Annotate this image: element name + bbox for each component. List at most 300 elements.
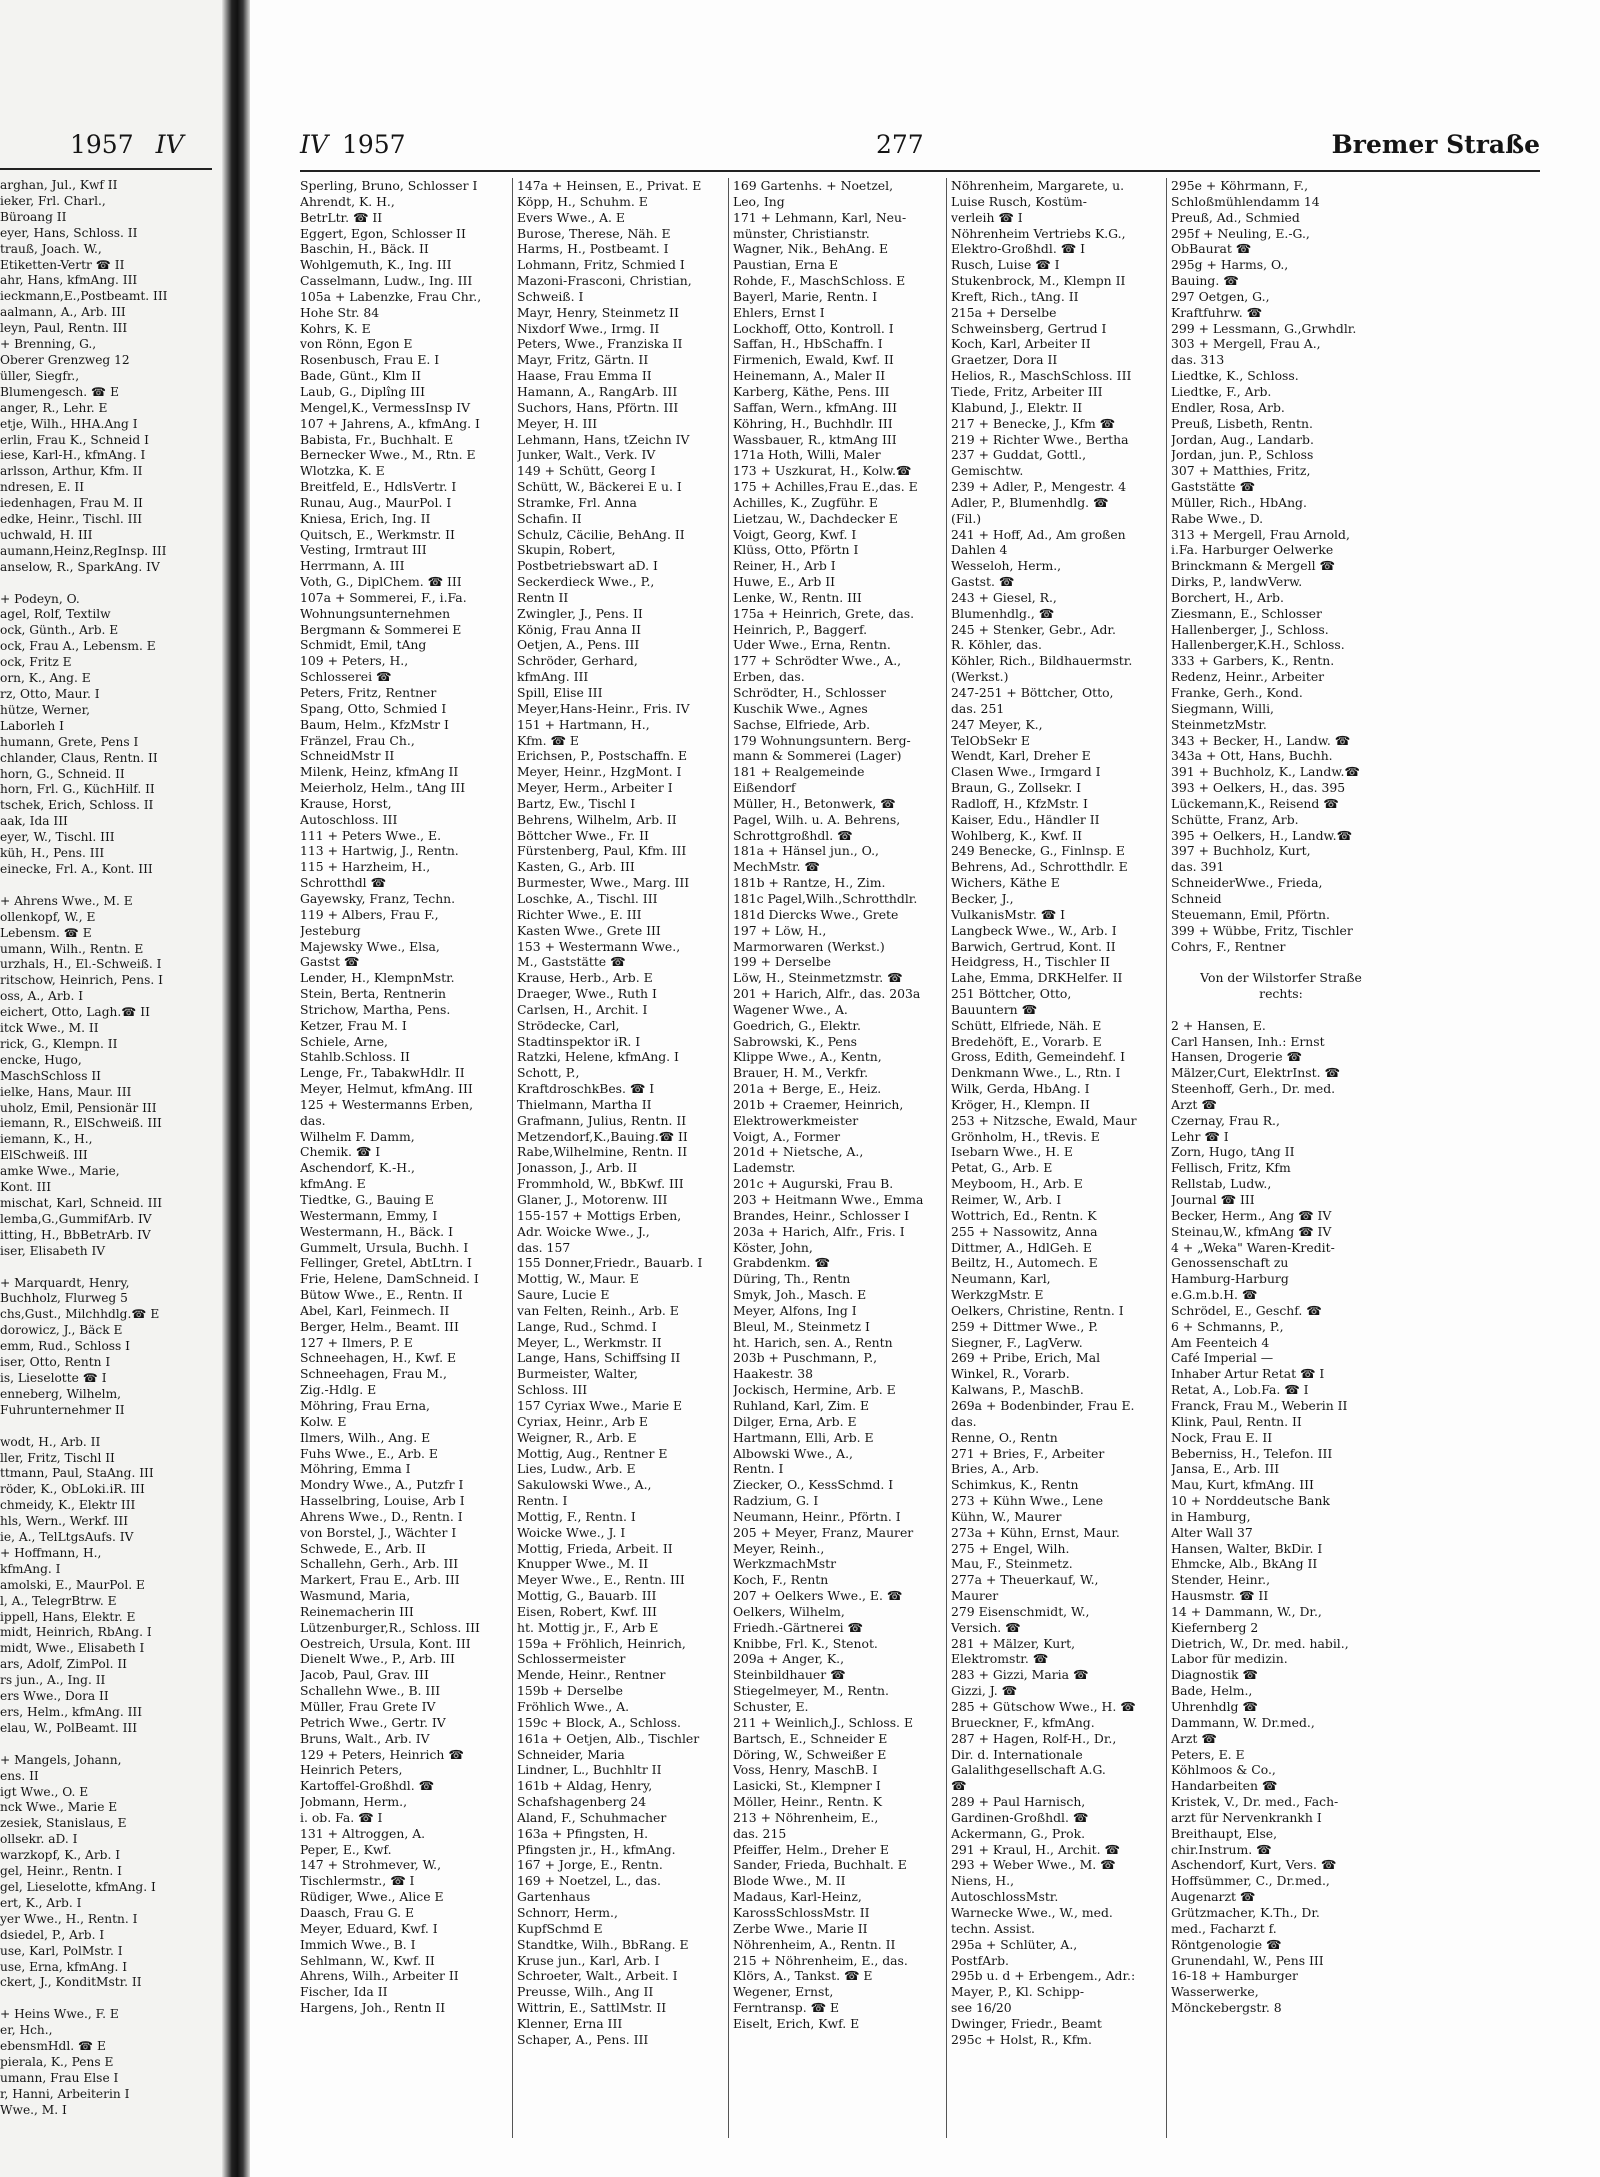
directory-entry: Sehlmann, W., Kwf. II xyxy=(300,1952,435,1968)
directory-entry: Dwinger, Friedr., Beamt xyxy=(951,2015,1102,2031)
directory-entry: Meyboom, H., Arb. E xyxy=(951,1176,1083,1192)
directory-entry: + Ahrens Wwe., M. E xyxy=(0,893,133,908)
directory-entry: 175 + Achilles,Frau E.,das. E xyxy=(733,479,918,495)
directory-entry: 173 + Uszkurat, H., Kolw.☎ xyxy=(733,463,912,479)
directory-entry: Wohlberg, K., Kwf. II xyxy=(951,827,1083,843)
directory-entry: Ruhland, Karl, Zim. E xyxy=(733,1397,870,1413)
directory-entry: Huwe, E., Arb II xyxy=(733,574,835,590)
directory-entry: Dietrich, W., Dr. med. habil., xyxy=(1171,1635,1349,1651)
directory-entry: Jockisch, Hermine, Arb. E xyxy=(733,1382,896,1398)
directory-entry: ahr, Hans, kfmAng. III xyxy=(0,273,138,288)
directory-entry: Petat, G., Arb. E xyxy=(951,1160,1053,1176)
directory-entry: Sander, Frieda, Buchhalt. E xyxy=(733,1857,907,1873)
directory-entry: Löw, H., Steinmetzmstr. ☎ xyxy=(733,970,903,986)
directory-entry: Handarbeiten ☎ xyxy=(1171,1778,1278,1794)
directory-entry: iemann, R., ElSchweiß. III xyxy=(0,1116,162,1131)
directory-entry: Mottig, G., Bauarb. III xyxy=(517,1588,657,1604)
directory-entry: Westermann, H., Bäck. I xyxy=(300,1223,453,1239)
directory-entry: 203b + Puschmann, P., xyxy=(733,1350,878,1366)
directory-entry: encke, Hugo, xyxy=(0,1052,82,1067)
directory-entry: Adler, P., Blumenhdlg. ☎ xyxy=(951,494,1109,510)
street-name: Bremer Straße xyxy=(1331,130,1540,159)
directory-entry: Eisen, Robert, Kwf. III xyxy=(517,1603,657,1619)
directory-entry: Brinckmann & Mergell ☎ xyxy=(1171,558,1335,574)
directory-entry: Fellinger, Gretel, AbtLtrn. I xyxy=(300,1255,472,1271)
directory-entry: Lange, Hans, Schiffsing II xyxy=(517,1350,681,1366)
directory-entry: ndresen, E. II xyxy=(0,480,85,495)
directory-entry: Burose, Therese, Näh. E xyxy=(517,225,671,241)
directory-entry: Café Imperial — xyxy=(1171,1350,1274,1366)
directory-entry: Schweiß. I xyxy=(517,288,584,304)
directory-entry: Gemischtw. xyxy=(951,463,1024,479)
directory-entry: Glaner, J., Motorenw. III xyxy=(517,1192,668,1207)
directory-entry: Hartmann, Elli, Arb. E xyxy=(733,1429,874,1445)
directory-entry: arghan, Jul., Kwf II xyxy=(0,178,118,192)
directory-entry: 6 + Schmanns, P., xyxy=(1171,1318,1284,1334)
directory-entry: Friedh.-Gärtnerei ☎ xyxy=(733,1619,863,1635)
directory-entry: Am Feenteich 4 xyxy=(1171,1334,1270,1350)
directory-entry: Hamburg-Harburg xyxy=(1171,1271,1289,1287)
directory-entry: wodt, H., Arb. II xyxy=(0,1434,101,1449)
directory-entry: 203 + Heitmann Wwe., Emma xyxy=(733,1192,924,1207)
directory-entry: chmeidy, K., Elektr III xyxy=(0,1498,136,1513)
directory-entry: 333 + Garbers, K., Rentn. xyxy=(1171,653,1335,669)
directory-entry: Franck, Frau M., Weberin II xyxy=(1171,1397,1348,1413)
directory-entry: MaschSchloss II xyxy=(0,1068,101,1083)
directory-entry: 249 Benecke, G., Finlnsp. E xyxy=(951,843,1125,859)
directory-entry: 271 + Bries, F., Arbeiter xyxy=(951,1445,1105,1461)
directory-entry: Schafin. II xyxy=(517,510,582,526)
directory-entry: eyer, Hans, Schloss. II xyxy=(0,225,138,240)
directory-entry: ht. Mottig jr., F., Arb E xyxy=(517,1619,659,1635)
directory-entry: 295e + Köhrmann, F., xyxy=(1171,178,1309,193)
directory-entry: Sperling, Bruno, Schlosser I xyxy=(300,178,478,193)
directory-entry: Harms, H., Postbeamt. I xyxy=(517,241,669,257)
directory-entry: itting, H., BbBetrArb. IV xyxy=(0,1227,151,1242)
directory-entry: KraftdroschkBes. ☎ I xyxy=(517,1081,655,1097)
directory-entry: kfmAng. III xyxy=(517,669,589,685)
directory-entry: 395 + Oelkers, H., Landw.☎ xyxy=(1171,827,1353,843)
directory-entry: Steenhoff, Gerh., Dr. med. xyxy=(1171,1081,1336,1097)
directory-entry: 125 + Westermanns Erben, xyxy=(300,1096,474,1112)
directory-entry: arzt für Nervenkrankh I xyxy=(1171,1809,1322,1825)
directory-entry: kfmAng. I xyxy=(0,1561,61,1576)
directory-entry: Mottig, W., Maur. E xyxy=(517,1271,639,1287)
directory-entry: Karberg, Käthe, Pens. III xyxy=(733,383,890,399)
directory-entry: Schrödter, H., Schlosser xyxy=(733,685,886,700)
directory-entry: Meyer, Eduard, Kwf. I xyxy=(300,1920,438,1936)
directory-entry: Rabe Wwe., D. xyxy=(1171,510,1264,526)
directory-entry: Denkmann Wwe., L., Rtn. I xyxy=(951,1065,1121,1081)
directory-entry: Etiketten-Vertr ☎ II xyxy=(0,257,125,272)
directory-entry: Aschendorf, Kurt, Vers. ☎ xyxy=(1171,1857,1337,1873)
header-left xyxy=(300,130,406,159)
directory-entry: Wassbauer, R., ktmAng III xyxy=(733,431,897,447)
directory-entry: Hallenberger, J., Schloss. xyxy=(1171,621,1329,637)
directory-entry: ock, Günth., Arb. E xyxy=(0,623,119,638)
directory-entry: humann, Grete, Pens I xyxy=(0,734,139,749)
directory-entry: Steinau,W., kfmAng ☎ IV xyxy=(1171,1223,1332,1239)
directory-entry: Autoschloss. III xyxy=(300,811,398,827)
directory-entry: 295f + Neuling, E.-G., xyxy=(1171,225,1310,241)
directory-entry: üller, Siegfr., xyxy=(0,368,80,383)
directory-entry: Versich. ☎ xyxy=(951,1619,1021,1635)
directory-entry: Schroeter, Walt., Arbeit. I xyxy=(517,1968,678,1984)
directory-entry: Luise Rusch, Kostüm- xyxy=(951,193,1087,209)
directory-entry: Goedrich, G., Elektr. xyxy=(733,1017,861,1033)
directory-entry xyxy=(0,1419,214,1435)
directory-entry: Ahrendt, K. H., xyxy=(300,193,395,209)
directory-entry xyxy=(0,1991,214,2007)
directory-entry: amke Wwe., Marie, xyxy=(0,1164,120,1179)
directory-entry: Sachse, Elfriede, Arb. xyxy=(733,716,871,732)
directory-entry: Voigt, A., Former xyxy=(733,1128,841,1144)
directory-entry: Lasicki, St., Klempner I xyxy=(733,1778,881,1794)
directory-entry: Fürstenberg, Paul, Kfm. III xyxy=(517,843,687,859)
directory-entry: Meyer,Hans-Heinr., Fris. IV xyxy=(517,700,690,716)
directory-entry: zesiek, Stanislaus, E xyxy=(0,1816,127,1831)
directory-entry: 303 + Mergell, Frau A., xyxy=(1171,336,1321,352)
directory-entry: 161a + Oetjen, Alb., Tischler xyxy=(517,1730,700,1746)
directory-entry: Rusch, Luise ☎ I xyxy=(951,257,1060,273)
directory-entry: 343a + Ott, Hans, Buchh. xyxy=(1171,748,1333,764)
directory-entry: 293 + Weber Wwe., M. ☎ xyxy=(951,1857,1116,1873)
header-volume: IV xyxy=(300,130,328,159)
directory-entry: Kristek, V., Dr. med., Fach- xyxy=(1171,1794,1339,1810)
directory-entry: i. ob. Fa. ☎ I xyxy=(300,1809,383,1825)
directory-entry: Langbeck Wwe., W., Arb. I xyxy=(951,922,1117,938)
directory-entry: Thielmann, Martha II xyxy=(517,1096,652,1112)
directory-entry: Möhring, Frau Erna, xyxy=(300,1397,430,1413)
directory-entry: Dirks, P., landwVerw. xyxy=(1171,574,1303,590)
directory-entry: Hoffsümmer, C., Dr.med., xyxy=(1171,1873,1330,1889)
directory-entry: Laborleh I xyxy=(0,718,64,733)
directory-entry: 201c + Augurski, Frau B. xyxy=(733,1176,894,1192)
directory-entry: Jobmann, Herm., xyxy=(300,1794,408,1810)
directory-entry: Barwich, Gertrud, Kont. II xyxy=(951,938,1116,954)
directory-entry xyxy=(1171,954,1391,970)
directory-entry: Bernecker Wwe., M., Rtn. E xyxy=(300,447,476,463)
directory-entry: Meyer, L., Werkmstr. II xyxy=(517,1334,662,1350)
directory-entry: 201a + Berge, E., Heiz. xyxy=(733,1081,882,1097)
directory-entry: Wasserwerke, xyxy=(1171,1984,1259,2000)
directory-entry: Mau, Kurt, kfmAng. III xyxy=(1171,1477,1314,1493)
directory-entry: Rüdiger, Wwe., Alice E xyxy=(300,1889,444,1905)
directory-entry: KarossSchlossMstr. II xyxy=(733,1904,870,1920)
directory-entry: Neumann, Heinr., Pförtn. I xyxy=(733,1508,901,1524)
directory-entry: das. xyxy=(951,1413,977,1429)
directory-entry: Peper, E., Kwf. xyxy=(300,1841,392,1857)
directory-entry: von Borstel, J., Wächter I xyxy=(300,1524,457,1540)
directory-entry: Frommhold, W., BbKwf. III xyxy=(517,1176,684,1192)
directory-entry: röder, K., ObLoki.iR. III xyxy=(0,1482,145,1497)
directory-entry: Zig.-Hdlg. E xyxy=(300,1382,377,1398)
directory-entry: (Werkst.) xyxy=(951,669,1009,685)
directory-column-1 xyxy=(300,178,506,2138)
directory-entry: Ketzer, Frau M. I xyxy=(300,1017,407,1033)
directory-entry: Wagner, Nik., BehAng. E xyxy=(733,241,889,257)
directory-entry: Elektro-Großhdl. ☎ I xyxy=(951,241,1085,257)
directory-entry: 209a + Anger, K., xyxy=(733,1651,845,1667)
directory-entry: 201b + Craemer, Heinrich, xyxy=(733,1096,904,1112)
directory-entry: 343 + Becker, H., Landw. ☎ xyxy=(1171,732,1351,748)
directory-entry: 273 + Kühn Wwe., Lene xyxy=(951,1493,1104,1509)
directory-entry: Klenner, Erna III xyxy=(517,2015,623,2031)
directory-entry: Augenarzt ☎ xyxy=(1171,1889,1256,1905)
directory-entry: Abel, Karl, Feinmech. II xyxy=(300,1302,450,1318)
directory-entry: Schneehagen, H., Kwf. E xyxy=(300,1350,457,1366)
directory-entry: Reinemacherin III xyxy=(300,1603,414,1619)
directory-entry: rick, G., Klempn. II xyxy=(0,1036,118,1051)
directory-entry: Steinbildhauer ☎ xyxy=(733,1667,846,1683)
directory-entry: Zorn, Hugo, tAng II xyxy=(1171,1144,1295,1160)
directory-entry: iemann, K., H., xyxy=(0,1132,93,1147)
directory-entry: Blode Wwe., M. II xyxy=(733,1873,846,1889)
directory-entry: ht. Harich, sen. A., Rentn xyxy=(733,1334,893,1350)
directory-entry: Krause, Horst, xyxy=(300,795,392,811)
directory-entry: 277a + Theuerkauf, W., xyxy=(951,1572,1099,1588)
directory-entry: 111 + Peters Wwe., E. xyxy=(300,827,442,843)
directory-entry: see 16/20 xyxy=(951,2000,1012,2016)
directory-entry: Lietzau, W., Dachdecker E xyxy=(733,510,898,526)
directory-entry: 181 + Realgemeinde xyxy=(733,764,865,780)
directory-entry: anselow, R., SparkAng. IV xyxy=(0,559,160,574)
directory-entry: Aschendorf, K.-H., xyxy=(300,1160,415,1176)
directory-entry: Neumann, Karl, xyxy=(951,1271,1051,1287)
directory-entry: (Fil.) xyxy=(951,510,982,526)
directory-entry: Lehr ☎ I xyxy=(1171,1128,1229,1144)
directory-entry: Peters, E. E xyxy=(1171,1746,1245,1762)
directory-entry: 177 + Schrödter Wwe., A., xyxy=(733,653,902,669)
directory-entry: Schafshagenberg 24 xyxy=(517,1794,647,1810)
directory-entry: Schrödel, E., Geschf. ☎ xyxy=(1171,1302,1322,1318)
directory-entry: Inhaber Artur Retat ☎ I xyxy=(1171,1366,1325,1382)
directory-entry: Brandes, Heinr., Schlosser I xyxy=(733,1207,909,1223)
directory-entry: e.G.m.b.H. ☎ xyxy=(1171,1287,1258,1303)
directory-entry: Diagnostik ☎ xyxy=(1171,1667,1258,1683)
directory-entry: 287 + Hagen, Rolf-H., Dr., xyxy=(951,1730,1117,1746)
book-gutter xyxy=(222,0,250,2177)
directory-entry: Klabund, J., Elektr. II xyxy=(951,399,1083,415)
directory-entry: Mottig, Frieda, Arbeit. II xyxy=(517,1540,673,1556)
directory-entry: Wittrin, E., SattlMstr. II xyxy=(517,2000,667,2016)
directory-entry: Grunendahl, W., Pens III xyxy=(1171,1952,1324,1968)
directory-entry: Stein, Berta, Rentnerin xyxy=(300,986,447,1002)
directory-entry: Wohlgemuth, K., Ing. III xyxy=(300,257,452,273)
directory-entry: 203a + Harich, Alfr., Fris. I xyxy=(733,1223,905,1239)
directory-entry: 181b + Rantze, H., Zim. xyxy=(733,875,886,891)
directory-entry: 107 + Jahrens, A., kfmAng. I xyxy=(300,415,480,431)
directory-entry: Kaiser, Edu., Händler II xyxy=(951,811,1100,827)
directory-entry: Helios, R., MaschSchloss. III xyxy=(951,368,1132,384)
directory-entry: Petrich Wwe., Gertr. IV xyxy=(300,1714,446,1730)
directory-entry: Siegner, F., LagVerw. xyxy=(951,1334,1083,1350)
directory-entry: 171a Hoth, Willi, Maler xyxy=(733,447,881,463)
directory-entry: gel, Heinr., Rentn. I xyxy=(0,1864,122,1879)
directory-entry: 241 + Hoff, Ad., Am großen xyxy=(951,526,1126,542)
directory-entry: 245 + Stenker, Gebr., Adr. xyxy=(951,621,1116,637)
directory-entry: Niens, H., xyxy=(951,1873,1015,1889)
directory-entry: Preuß, Lisbeth, Rentn. xyxy=(1171,415,1313,431)
directory-entry: 105a + Labenzke, Frau Chr., xyxy=(300,288,482,304)
directory-entry: Schmidt, Emil, tAng xyxy=(300,637,427,653)
directory-entry: 307 + Matthies, Fritz, xyxy=(1171,463,1311,479)
directory-entry: Lenge, Fr., TabakwHdlr. II xyxy=(300,1065,465,1081)
directory-entry: Wichers, Käthe E xyxy=(951,875,1060,891)
directory-entry: Kohrs, K. E xyxy=(300,320,371,336)
directory-entry: Sakulowski Wwe., A., xyxy=(517,1477,652,1493)
directory-entry: pierala, K., Pens E xyxy=(0,2054,114,2069)
directory-entry: Klippe Wwe., A., Kentn, xyxy=(733,1049,882,1065)
directory-entry: midt, Wwe., Elisabeth I xyxy=(0,1641,145,1656)
directory-entry: in Hamburg, xyxy=(1171,1508,1251,1524)
directory-entry: dorowicz, J., Bäck E xyxy=(0,1323,123,1338)
directory-entry: Köhler, Rich., Bildhauermstr. xyxy=(951,653,1133,669)
directory-entry: Bartz, Ew., Tischl I xyxy=(517,795,636,811)
directory-entry: R. Köhler, das. xyxy=(951,637,1042,653)
directory-entry: + Podeyn, O. xyxy=(0,591,80,606)
directory-entry: Voigt, Georg, Kwf. I xyxy=(733,526,857,542)
left-page-entries xyxy=(0,178,214,2119)
directory-entry: Mönckebergstr. 8 xyxy=(1171,2000,1282,2016)
directory-entry: Köhlmoos & Co., xyxy=(1171,1762,1276,1778)
directory-entry: Heinrich, P., Baggerf. xyxy=(733,621,868,637)
directory-entry: Schneider, Maria xyxy=(517,1746,625,1762)
directory-entry: Blumenhdlg., ☎ xyxy=(951,605,1055,621)
directory-entry: Knibbe, Frl. K., Stenot. xyxy=(733,1635,878,1651)
directory-entry: Breithaupt, Else, xyxy=(1171,1825,1278,1841)
directory-entry: Röntgenologie ☎ xyxy=(1171,1936,1282,1952)
directory-entry: Ratzki, Helene, kfmAng. I xyxy=(517,1049,679,1065)
directory-entry: uchwald, H. III xyxy=(0,527,93,542)
directory-entry: Gartenhaus xyxy=(517,1889,591,1905)
directory-entry: Nöhrenheim Vertriebs K.G., xyxy=(951,225,1126,241)
directory-entry: Schneehagen, Frau M., xyxy=(300,1366,447,1382)
directory-entry: Müller, Frau Grete IV xyxy=(300,1699,436,1714)
directory-entry: Hasselbring, Louise, Arb I xyxy=(300,1493,465,1509)
directory-entry: ers, Helm., kfmAng. III xyxy=(0,1705,143,1719)
directory-entry: 313 + Mergell, Frau Arnold, xyxy=(1171,526,1350,542)
directory-entry: Ferntransp. ☎ E xyxy=(733,2000,840,2016)
directory-entry: techn. Assist. xyxy=(951,1920,1035,1936)
directory-entry: 215a + Derselbe xyxy=(951,304,1057,320)
directory-entry: Gizzi, J. ☎ xyxy=(951,1683,1018,1699)
directory-entry: Schott, P., xyxy=(517,1065,580,1081)
directory-entry: Labor für medizin. xyxy=(1171,1651,1288,1667)
directory-entry: rechts: xyxy=(1259,986,1303,1002)
directory-entry: 169 Gartenhs. + Noetzel, xyxy=(733,178,894,193)
directory-entry: Saffan, H., HbSchaffn. I xyxy=(733,336,883,352)
directory-entry: enneberg, Wilhelm, xyxy=(0,1386,122,1401)
directory-entry: Burmeister, Walter, xyxy=(517,1366,638,1382)
directory-entry: Carl Hansen, Inh.: Ernst xyxy=(1171,1033,1325,1049)
directory-entry: von Rönn, Egon E xyxy=(300,336,413,352)
directory-entry: horn, Frl. G., KüchHilf. II xyxy=(0,782,155,797)
directory-entry: Westermann, Emmy, I xyxy=(300,1207,438,1223)
directory-entry: Mayr, Fritz, Gärtn. II xyxy=(517,352,649,368)
directory-entry: 295g + Harms, O., xyxy=(1171,257,1289,273)
directory-entry: Köpp, H., Schuhm. E xyxy=(517,193,648,209)
directory-entry: Ziesmann, E., Schlosser xyxy=(1171,605,1322,621)
directory-entry: 147a + Heinsen, E., Privat. E xyxy=(517,178,702,193)
directory-entry: 151 + Hartmann, H., xyxy=(517,716,650,732)
directory-entry: Wilk, Gerda, HbAng. I xyxy=(951,1081,1090,1097)
directory-entry: mann & Sommerei (Lager) xyxy=(733,748,902,764)
directory-entry: Mondry Wwe., A., Putzfr I xyxy=(300,1477,464,1493)
directory-entry: Rohde, F., MaschSchloss. E xyxy=(733,273,906,289)
directory-entry: ollsekr. aD. I xyxy=(0,1832,78,1847)
directory-entry: Kasten Wwe., Grete III xyxy=(517,922,661,938)
directory-entry: 131 + Altroggen, A. xyxy=(300,1825,426,1841)
directory-entry: Hansen, Drogerie ☎ xyxy=(1171,1049,1302,1065)
directory-entry: hütze, Werner, xyxy=(0,702,90,717)
directory-entry: Behrens, Ad., Schrotthdlr. E xyxy=(951,859,1128,875)
directory-entry: Dir. d. Internationale xyxy=(951,1746,1083,1762)
directory-entry: Behrens, Wilhelm, Arb. II xyxy=(517,811,677,827)
directory-entry: Nöhrenheim, Margarete, u. xyxy=(951,178,1125,193)
directory-entry: Kartoffel-Großhdl. ☎ xyxy=(300,1778,435,1794)
directory-entry: M., Gaststätte ☎ xyxy=(517,954,626,970)
directory-entry: Pfingsten jr., H., kfmAng. xyxy=(517,1841,676,1857)
directory-entry: Meyer, Herm., Arbeiter I xyxy=(517,780,673,796)
directory-entry: Pagel, Wilh. u. A. Behrens, xyxy=(733,811,901,827)
directory-entry: Endler, Rosa, Arb. xyxy=(1171,399,1285,415)
directory-entry: Lademstr. xyxy=(733,1160,796,1176)
directory-entry: SteinmetzMstr. xyxy=(1171,716,1267,732)
directory-entry: Genossenschaft zu xyxy=(1171,1255,1289,1271)
directory-entry: agel, Rolf, Textilw xyxy=(0,607,111,622)
directory-entry: 149 + Schütt, Georg I xyxy=(517,463,656,479)
directory-entry: Schröder, Gerhard, xyxy=(517,653,638,669)
directory-entry: 157 Cyriax Wwe., Marie E xyxy=(517,1397,683,1413)
directory-entry: 399 + Wübbe, Fritz, Tischler xyxy=(1171,922,1353,938)
directory-entry: amolski, E., MaurPol. E xyxy=(0,1577,145,1592)
directory-entry: Wagener Wwe., A. xyxy=(733,1001,848,1017)
directory-entry: 109 + Peters, H., xyxy=(300,653,409,669)
directory-entry: urzhals, H., El.-Schweiß. I xyxy=(0,957,162,972)
directory-entry: Bleul, M., Steinmetz I xyxy=(733,1318,870,1334)
directory-entry: Liedtke, F., Arb. xyxy=(1171,383,1272,399)
directory-entry: Siegmann, Willi, xyxy=(1171,700,1274,716)
directory-entry: Dilger, Erna, Arb. E xyxy=(733,1413,857,1429)
directory-entry: Koch, F., Rentn xyxy=(733,1572,829,1588)
directory-entry: Kiefernberg 2 xyxy=(1171,1619,1259,1635)
directory-entry: Meyer, Helmut, kfmAng. III xyxy=(300,1081,473,1097)
directory-entry: Haase, Frau Emma II xyxy=(517,368,652,384)
directory-entry: Stramke, Frl. Anna xyxy=(517,494,637,510)
directory-entry: Schrotthdl ☎ xyxy=(300,875,386,891)
directory-entry: 239 + Adler, P., Mengestr. 4 xyxy=(951,479,1127,495)
directory-entry: 285 + Gütschow Wwe., H. ☎ xyxy=(951,1699,1136,1714)
directory-entry: Jordan, Aug., Landarb. xyxy=(1171,431,1314,447)
directory-entry xyxy=(0,1260,214,1276)
directory-entry: 243 + Giesel, R., xyxy=(951,589,1057,605)
directory-entry: rs jun., A., Ing. II xyxy=(0,1673,106,1688)
directory-entry: 161b + Aldag, Henry, xyxy=(517,1778,653,1794)
left-page-year: 1957 xyxy=(70,130,134,159)
directory-entry: Skupin, Robert, xyxy=(517,542,616,558)
directory-entry: l, A., TelegrBtrw. E xyxy=(0,1593,117,1608)
directory-entry: ielke, Hans, Maur. III xyxy=(0,1084,132,1099)
directory-entry: Dahlen 4 xyxy=(951,542,1008,558)
directory-entry: Kruse jun., Karl, Arb. I xyxy=(517,1952,660,1968)
directory-entry: ock, Fritz E xyxy=(0,655,72,670)
directory-entry: Mottig, Aug., Rentner E xyxy=(517,1445,668,1461)
directory-entry: Blumengesch. ☎ E xyxy=(0,384,119,399)
directory-entry: Bauing. ☎ xyxy=(1171,273,1239,289)
directory-entry: Standtke, Wilh., BbRang. E xyxy=(517,1936,689,1952)
directory-entry: Bartsch, E., Schneider E xyxy=(733,1730,888,1746)
